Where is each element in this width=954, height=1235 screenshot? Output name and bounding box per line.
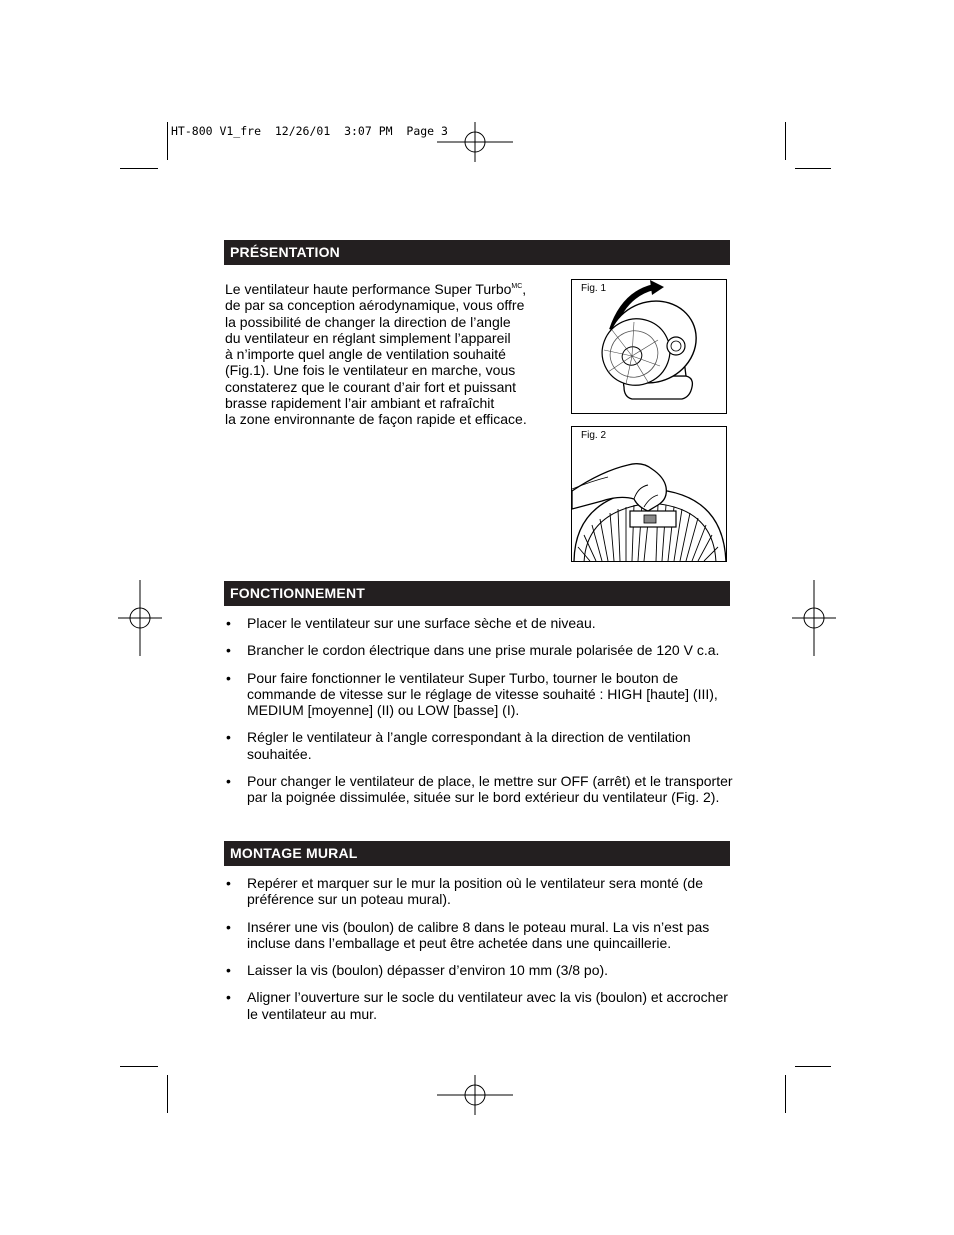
trademark-mark: MC (511, 283, 523, 290)
registration-mark-right (792, 580, 836, 656)
intro-line: (Fig.1). Une fois le ventilateur en marche, vous (225, 362, 516, 379)
list-item: • Brancher le cordon électrique dans une prise murale polarisée de 120 V c.a. (224, 642, 734, 658)
printer-slug-line: HT-800 V1_fre 12/26/01 3:07 PM Page 3 (171, 124, 448, 138)
figure-1-label: Fig. 1 (581, 283, 607, 294)
list-item: • Laisser la vis (boulon) dépasser d’environ 10 mm (3/8 po). (224, 962, 734, 978)
fonctionnement-list (224, 615, 734, 806)
figure-2-label: Fig. 2 (581, 430, 607, 441)
list-item: • Aligner l’ouverture sur le socle du ventilateur avec la vis (boulon) et accrocher le ventilateur au mur. (224, 989, 734, 1022)
intro-line: constaterez que le courant d’air fort et puissant (225, 378, 517, 395)
intro-line: du ventilateur en réglant simplement l’appareil (225, 329, 511, 346)
figure-2 (571, 426, 727, 562)
list-item: • Insérer une vis (boulon) de calibre 8 dans le poteau mural. La vis n’est pas incluse dans l’emballage et peut être achetée dans une quincaillerie. (224, 919, 734, 952)
intro-line: brasse rapidement l’air ambiant et rafraîchit (225, 395, 495, 412)
section-header-presentation: PRÉSENTATION (224, 240, 730, 265)
list-item: • Régler le ventilateur à l’angle correspondant à la direction de ventilation souhaitée. (224, 729, 734, 762)
intro-comma: , (522, 281, 527, 297)
section-header-montage-mural: MONTAGE MURAL (224, 841, 730, 866)
presentation-intro (225, 279, 555, 428)
fan-handle-illustration (572, 427, 727, 562)
montage-list (224, 875, 734, 1022)
registration-mark-left (118, 580, 162, 656)
intro-line: Le ventilateur haute performance Super Turbo (225, 281, 512, 297)
section-header-fonctionnement: FONCTIONNEMENT (224, 581, 730, 606)
list-item: • Repérer et marquer sur le mur la position où le ventilateur sera monté (de préférence sur un poteau mural). (224, 875, 734, 908)
registration-mark-bottom (437, 1075, 513, 1115)
intro-line: la possibilité de changer la direction de l’angle (225, 313, 511, 330)
list-item: • Pour changer le ventilateur de place, le mettre sur OFF (arrêt) et le transporter par la poignée dissimulée, située sur le bord extérieur du ventilateur (Fig. 2). (224, 773, 734, 806)
intro-line: à n’importe quel angle de ventilation souhaité (225, 346, 506, 363)
list-item: • Pour faire fonctionner le ventilateur Super Turbo, tourner le bouton de commande de vitesse sur le réglage de vitesse souhaité : HIGH [haute] (III), MEDIUM [moyenne] (II) ou LOW [basse] (I). (224, 670, 734, 719)
figure-1 (571, 279, 727, 414)
registration-mark-top (437, 122, 513, 162)
list-item: • Placer le ventilateur sur une surface sèche et de niveau. (224, 615, 734, 631)
fan-tilt-illustration (572, 280, 727, 414)
intro-line: la zone environnante de façon rapide et efficace. (225, 411, 527, 428)
intro-line: de par sa conception aérodynamique, vous offre (225, 297, 525, 314)
